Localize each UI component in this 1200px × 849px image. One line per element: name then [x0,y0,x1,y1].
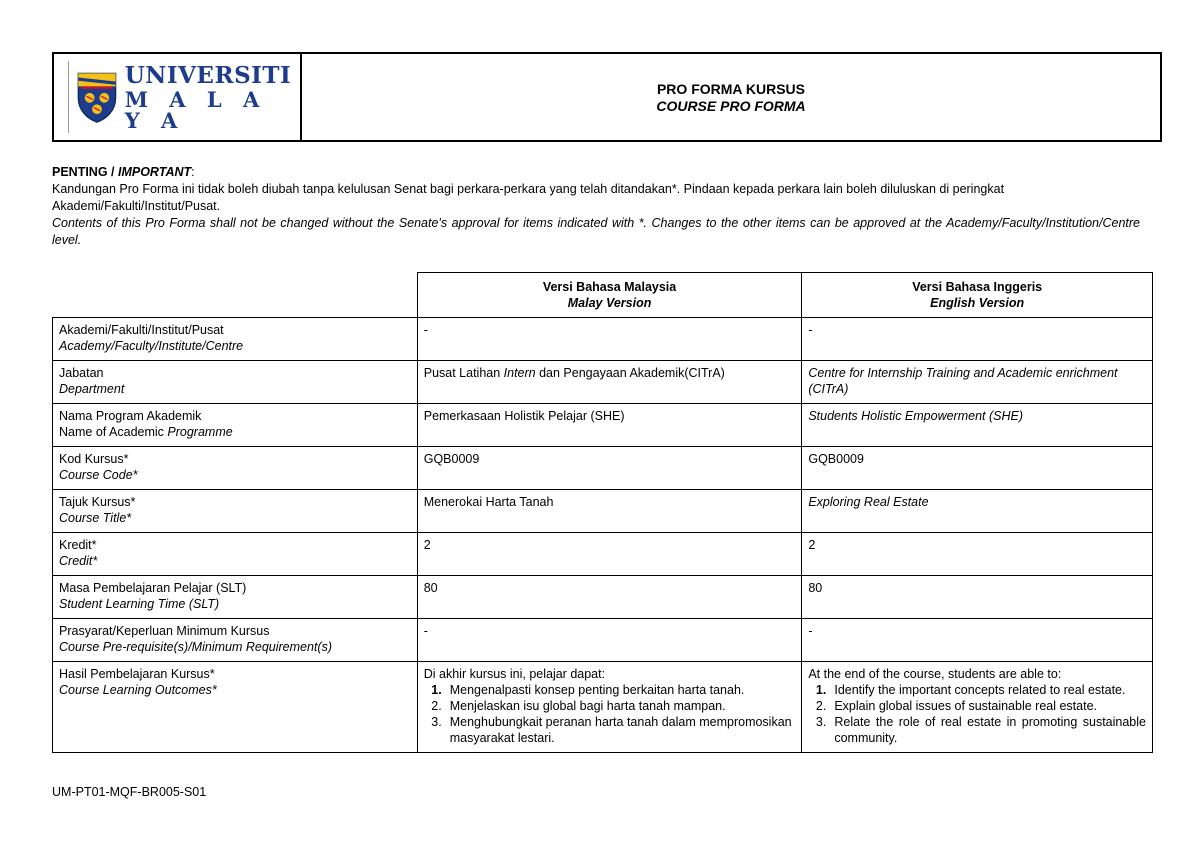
logo-divider [68,61,69,133]
english-value: Exploring Real Estate [802,490,1153,533]
document-title: PRO FORMA KURSUS [656,80,806,97]
english-value: GQB0009 [802,447,1153,490]
malay-version-header: Versi Bahasa Malaysia Malay Version [417,273,802,318]
malay-value: Pemerkasaan Holistik Pelajar (SHE) [417,404,802,447]
course-proforma-table [52,272,1153,753]
table-row [53,361,1153,404]
important-malay-text: Kandungan Pro Forma ini tidak boleh diubah tanpa kelulusan Senat bagi perkara-perkara yang telah ditandakan*. Pindaan kepada perkara lain boleh diluluskan di peringkat Akademi/Fakulti/Institut/Pusat. [52,182,1005,213]
logo-line-malaya: M A L A Y A [124,86,267,133]
important-label: PENTING / IMPORTANT: [52,165,195,179]
empty-header-cell [53,273,418,318]
table-row [53,576,1153,619]
malay-outcomes [417,662,802,753]
university-crest-icon [75,64,119,130]
malay-value: 80 [417,576,802,619]
malay-value: Menerokai Harta Tanah [417,490,802,533]
document-code-footer: UM-PT01-MQF-BR005-S01 [52,785,207,799]
logo-cell [54,54,302,140]
logo-line-universiti: UNIVERSITI [124,61,292,89]
english-value: Students Holistic Empowerment (SHE) [802,404,1153,447]
row-label: Kod Kursus* Course Code* [53,447,418,490]
header-box [52,52,1162,142]
table-row-learning-outcomes [53,662,1153,753]
logo-wordmark [124,61,300,133]
malay-value: Pusat Latihan Intern dan Pengayaan Akademik(CITrA) [417,361,802,404]
row-label: Prasyarat/Keperluan Minimum Kursus Course Pre-requisite(s)/Minimum Requirement(s) [53,619,418,662]
table-row [53,533,1153,576]
row-label: Akademi/Fakulti/Institut/Pusat Academy/Faculty/Institute/Centre [53,318,418,361]
english-value: Centre for Internship Training and Academic enrichment (CITrA) [802,361,1153,404]
table-row [53,447,1153,490]
malay-value: - [417,318,802,361]
english-value: - [802,619,1153,662]
row-label: Tajuk Kursus* Course Title* [53,490,418,533]
english-outcomes-intro: At the end of the course, students are able to: [808,667,1062,681]
english-outcomes [802,662,1153,753]
row-label: Hasil Pembelajaran Kursus* Course Learning Outcomes* [53,662,418,753]
list-item: 3. Menghubungkait peranan harta tanah dalam mempromosikan masyarakat lestari. [431,715,792,745]
row-label: Nama Program Akademik Name of Academic Programme [53,404,418,447]
list-item: 2. Menjelaskan isu global bagi harta tanah mampan. [431,699,726,713]
table-header-row [53,273,1153,318]
document-subtitle: COURSE PRO FORMA [656,97,806,114]
row-label: Jabatan Department [53,361,418,404]
malay-value: 2 [417,533,802,576]
english-outcomes-list [808,682,1146,746]
malay-value: GQB0009 [417,447,802,490]
title-cell [302,54,1160,140]
list-item: 1. Identify the important concepts related to real estate. [815,683,1126,697]
list-item: 2. Explain global issues of sustainable real estate. [815,699,1098,713]
table-row [53,619,1153,662]
table-row [53,318,1153,361]
list-item: 3. Relate the role of real estate in promoting sustainable community. [815,715,1146,745]
important-english-text: Contents of this Pro Forma shall not be changed without the Senate's approval for items indicated with *. Changes to the other items can be approved at the Academy/Faculty/Institution/Centre level. [52,216,1140,247]
table-row [53,490,1153,533]
english-value: - [802,318,1153,361]
malay-value: - [417,619,802,662]
important-notice [52,164,1140,249]
english-value: 2 [802,533,1153,576]
row-label: Kredit* Credit* [53,533,418,576]
malay-outcomes-list [424,682,796,746]
table-row [53,404,1153,447]
english-version-header: Versi Bahasa Inggeris English Version [802,273,1153,318]
english-value: 80 [802,576,1153,619]
row-label: Masa Pembelajaran Pelajar (SLT) Student Learning Time (SLT) [53,576,418,619]
list-item: 1. Mengenalpasti konsep penting berkaitan harta tanah. [431,683,745,697]
malay-outcomes-intro: Di akhir kursus ini, pelajar dapat: [423,667,606,681]
